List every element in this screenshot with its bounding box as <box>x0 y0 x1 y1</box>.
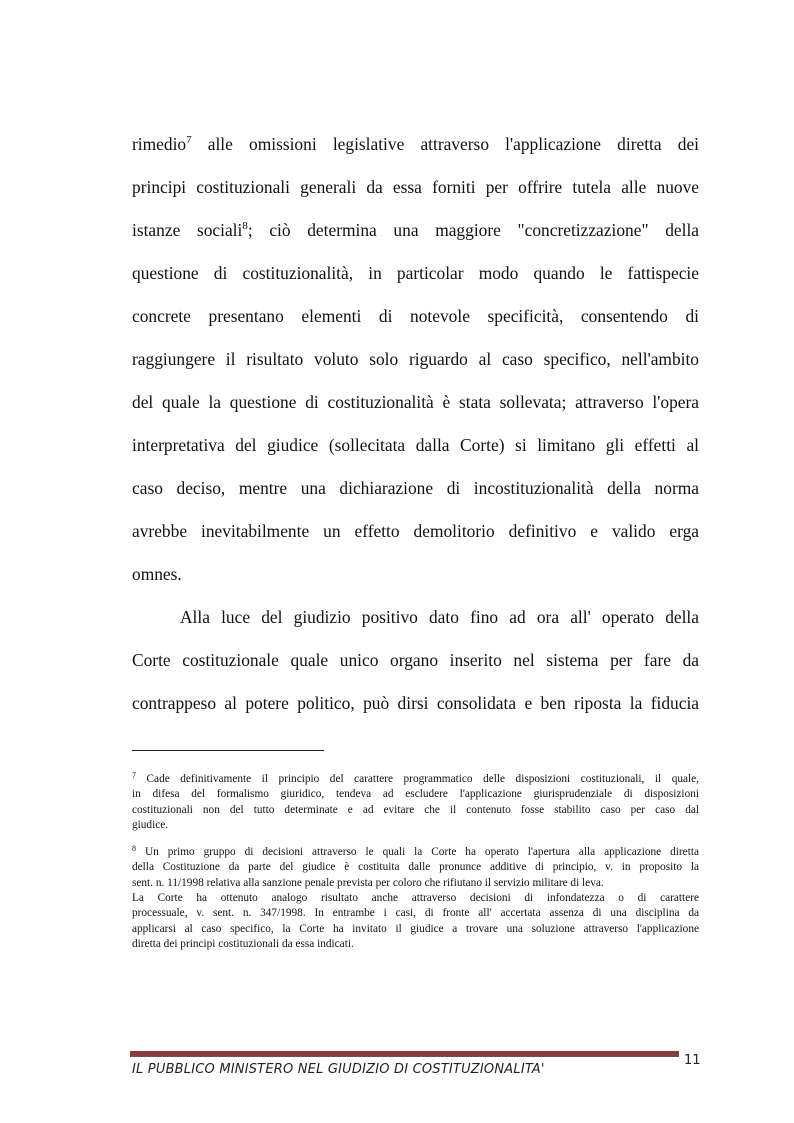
text-line: Alla luce del giudizio positivo dato fino ad ora all' operato della <box>180 607 699 627</box>
footnote-number: 7 <box>132 771 136 780</box>
text-line: del quale la questione di costituzionalità è stata sollevata; attraverso l'opera <box>132 392 699 412</box>
footnotes <box>132 772 699 952</box>
text-line: avrebbe inevitabilmente un effetto demolitorio definitivo e valido erga <box>132 521 699 541</box>
text-line: rimedio$^7$ alle omissioni legislative attraverso l'applicazione diretta dei <box>132 134 699 154</box>
footnote-8-line: della Costituzione da parte del giudice è costituita dalle pronunce additive di principio, v. in proposito la <box>132 861 699 874</box>
footnote-8-line: $^8$ Un primo gruppo di decisioni attraverso le quali la Corte ha operato l'apertura alla applicazione diretta <box>132 844 699 859</box>
page-number: 11 <box>684 1053 701 1068</box>
footer-rule <box>130 1051 679 1057</box>
footnote-7-line: giudice. <box>132 818 169 831</box>
main-text <box>132 127 699 729</box>
text-line: omnes. <box>132 564 182 584</box>
text-line: istanze sociali$^8$; ciò determina una maggiore "concretizzazione" della <box>132 220 699 240</box>
footnote-number: 8 <box>132 844 136 854</box>
footnote-8-line: processuale, v. sent. n. 347/1998. In entrambe i casi, di fronte all' accertata assenza di una disciplina da <box>132 907 699 920</box>
footnote-spacer <box>132 833 699 845</box>
text-line: contrappeso al potere politico, può dirsi consolidata e ben riposta la fiducia <box>132 693 699 713</box>
footnote-8-line: diretta dei principi costituzionali da essa indicati. <box>132 937 354 950</box>
text-line: concrete presentano elementi di notevole specificità, consentendo di <box>132 306 699 326</box>
text-line: interpretativa del giudice (sollecitata dalla Corte) si limitano gli effetti al <box>132 435 699 455</box>
footnote-separator <box>132 750 324 751</box>
running-footer-title: IL PUBBLICO MINISTERO NEL GIUDIZIO DI COSTITUZIONALITA' <box>132 1062 545 1077</box>
footnote-ref-8[interactable]: 8 <box>242 220 248 232</box>
footnote-8-line: sent. n. 11/1998 relativa alla sanzione penale prevista per coloro che rifiutano il servizio militare di leva. <box>132 876 604 889</box>
text-line: caso deciso, mentre una dichiarazione di incostituzionalità della norma <box>132 478 699 498</box>
text-line: Corte costituzionale quale unico organo inserito nel sistema per fare da <box>132 650 699 670</box>
text-line: principi costituzionali generali da essa forniti per offrire tutela alle nuove <box>132 177 699 197</box>
footnote-7-line: $^7$ Cade definitivamente il principio del carattere programmatico delle disposizioni costituzionali, il quale, <box>132 771 699 785</box>
text-line: questione di costituzionalità, in particolar modo quando le fattispecie <box>132 263 699 283</box>
footnote-7-line: costituzionali non del tutto determinate e ad evitare che il contenuto fosse stabilito caso per caso dal <box>132 803 699 816</box>
footnote-8-line: La Corte ha ottenuto analogo risultato anche attraverso decisioni di infondatezza o di carattere <box>132 892 699 905</box>
footnote-8-line: applicarsi al caso specifico, la Corte ha invitato il giudice a trovare una soluzione attraverso l'applicazione <box>132 922 699 935</box>
text-line: raggiungere il risultato voluto solo riguardo al caso specifico, nell'ambito <box>132 349 699 369</box>
footnote-ref-7[interactable]: 7 <box>186 134 192 146</box>
footnote-7-line: in difesa del formalismo giuridico, tendeva ad escludere l'applicazione giurisprudenziale di disposizioni <box>132 788 699 801</box>
